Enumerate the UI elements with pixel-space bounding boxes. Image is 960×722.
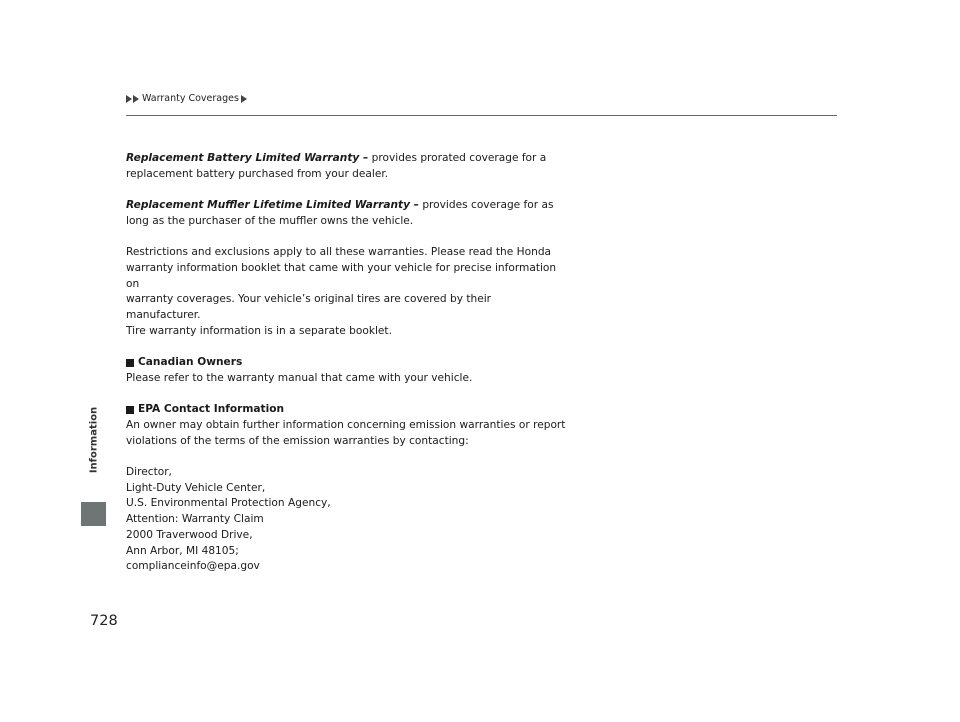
muffler-warranty-text: long as the purchaser of the muffler owns the vehicle. — [126, 214, 414, 227]
breadcrumb-link[interactable]: Warranty Coverages — [142, 93, 239, 104]
breadcrumb-arrow-icon — [133, 95, 139, 103]
restrictions-paragraph — [126, 245, 566, 339]
muffler-warranty-title: Replacement Muffler Lifetime Limited Warranty – — [126, 199, 419, 212]
address-line: Light-Duty Vehicle Center, — [126, 481, 266, 494]
battery-warranty-text: provides prorated coverage for a — [368, 152, 547, 164]
epa-contact-heading-text: EPA Contact Information — [138, 403, 285, 416]
address-line: Ann Arbor, MI 48105; — [126, 544, 239, 557]
restrictions-line: warranty information booklet that came with your vehicle for precise information on — [126, 261, 557, 290]
epa-contact-line: violations of the terms of the emission warranties by contacting: — [126, 434, 469, 447]
epa-email-link[interactable]: complianceinfo@epa.gov — [126, 560, 260, 573]
restrictions-line: Restrictions and exclusions apply to all these warranties. Please read the Honda — [126, 246, 552, 259]
canadian-owners-text: Please refer to the warranty manual that came with your vehicle. — [126, 371, 473, 384]
address-line: Director, — [126, 465, 172, 478]
battery-warranty-title: Replacement Battery Limited Warranty – — [126, 152, 369, 164]
muffler-warranty-paragraph — [126, 198, 566, 229]
breadcrumb-arrow-icon — [241, 95, 247, 103]
battery-warranty-paragraph — [126, 151, 566, 182]
epa-contact-line: An owner may obtain further information concerning emission warranties or report — [126, 418, 566, 431]
address-line: Attention: Warranty Claim — [126, 513, 264, 526]
canadian-owners-heading — [126, 355, 566, 371]
page-number: 728 — [90, 613, 118, 629]
breadcrumb — [126, 93, 248, 104]
square-bullet-icon — [126, 359, 134, 367]
header-divider — [126, 115, 837, 116]
page-content — [126, 151, 566, 575]
address-line: U.S. Environmental Protection Agency, — [126, 497, 331, 510]
sidebar-label-text: Information — [88, 406, 99, 474]
sidebar-section-tab — [81, 502, 106, 526]
battery-warranty-text: replacement battery purchased from your dealer. — [126, 167, 389, 180]
breadcrumb-arrow-icon — [126, 95, 132, 103]
epa-address — [126, 465, 566, 575]
address-line: 2000 Traverwood Drive, — [126, 528, 253, 541]
restrictions-line: warranty coverages. Your vehicle’s original tires are covered by their manufacturer. — [126, 293, 492, 321]
epa-contact-heading — [126, 402, 566, 418]
muffler-warranty-text: provides coverage for as — [418, 199, 554, 212]
epa-contact-paragraph — [126, 418, 566, 449]
restrictions-line: Tire warranty information is in a separate booklet. — [126, 324, 392, 337]
square-bullet-icon — [126, 406, 134, 414]
canadian-owners-heading-text: Canadian Owners — [138, 356, 243, 369]
